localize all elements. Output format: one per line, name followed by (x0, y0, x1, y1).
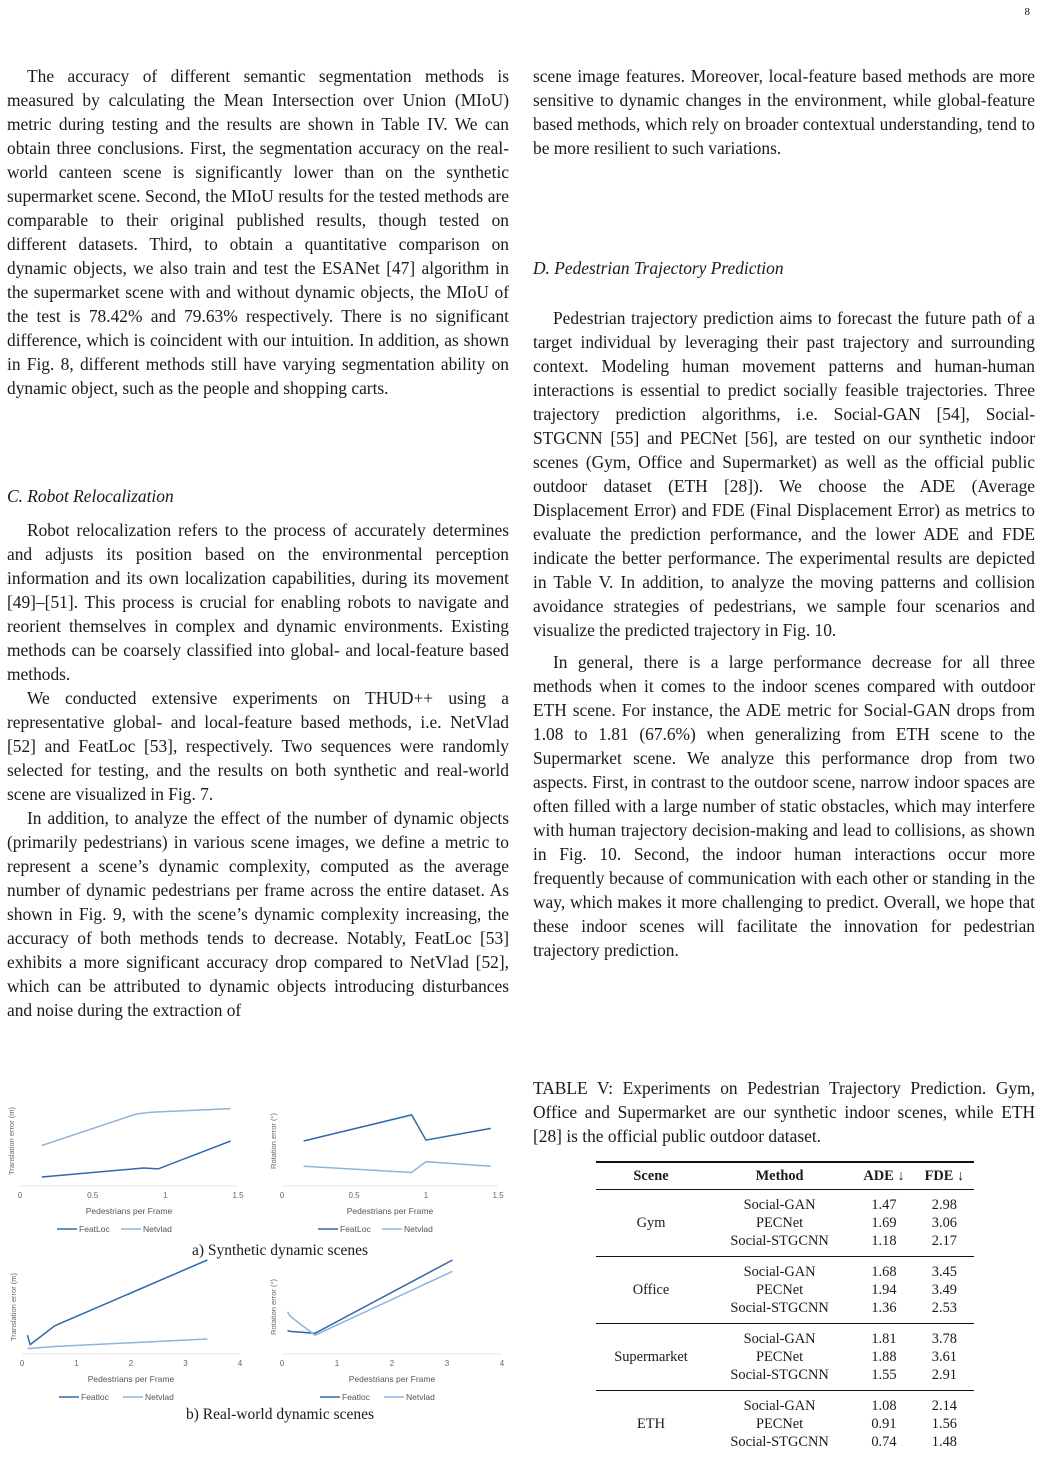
ade-cell: 1.36 (853, 1299, 915, 1324)
x-tick-label: 0.5 (348, 1191, 360, 1200)
ade-cell: 1.68 (853, 1257, 915, 1282)
x-tick-label: 1 (335, 1359, 340, 1368)
table-row (596, 1257, 974, 1282)
y-axis-label: Rotation error (°) (269, 1279, 278, 1335)
x-tick-label: 3 (183, 1359, 188, 1368)
results-table (596, 1161, 974, 1457)
section-d-heading: D. Pedestrian Trajectory Prediction (533, 258, 784, 279)
legend-label: Netvlad (406, 1392, 435, 1402)
series-line-featloc (304, 1115, 491, 1141)
fde-cell: 2.14 (915, 1391, 974, 1416)
x-tick-label: 0 (20, 1359, 25, 1368)
fde-cell: 3.49 (915, 1281, 974, 1299)
right-column (533, 64, 1035, 160)
series-line-netvlad (27, 1339, 207, 1348)
figure-caption-b: b) Real-world dynamic scenes (0, 1406, 560, 1424)
header-ade: ADE ↓ (853, 1162, 915, 1190)
x-tick-label: 1.5 (232, 1191, 244, 1200)
fde-cell: 1.56 (915, 1415, 974, 1433)
fde-cell: 3.06 (915, 1214, 974, 1232)
x-tick-label: 0 (280, 1191, 285, 1200)
legend-label: Netvlad (143, 1224, 172, 1234)
legend-label: Netvlad (145, 1392, 174, 1402)
fde-cell: 1.48 (915, 1433, 974, 1457)
left-column (7, 64, 509, 400)
method-cell: Social-GAN (706, 1190, 853, 1215)
x-tick-label: 0.5 (87, 1191, 99, 1200)
ade-cell: 1.81 (853, 1324, 915, 1349)
scene-cell: Supermarket (596, 1324, 706, 1391)
page-number: 8 (1025, 6, 1031, 18)
ade-cell: 0.91 (853, 1415, 915, 1433)
series-line-netvlad (42, 1109, 231, 1146)
paragraph: In addition, to analyze the effect of the number of dynamic objects (primarily pedestrians) in various scene images, we define a metric to represent a scene’s dynamic complexity, computed as the average number of dynamic pedestrians per frame across the entire dataset. As shown in Fig. 9, with the scene’s dynamic complexity increasing, the accuracy of both methods tends to decrease. Notably, FeatLoc [53] exhibits a more significant accuracy drop compared to NetVlad [52], which can be attributed to dynamic objects introducing disturbances and noise during the extraction of (7, 806, 509, 1022)
table-row (596, 1324, 974, 1349)
table-row (596, 1190, 974, 1215)
table-row (596, 1391, 974, 1416)
paragraph: scene image features. Moreover, local-feature based methods are more sensitive to dynamic changes in the environment, while global-feature based methods, which rely on broader contextual understanding, tend to be more resilient to such variations. (533, 64, 1035, 160)
fde-cell: 2.17 (915, 1232, 974, 1257)
ade-cell: 1.94 (853, 1281, 915, 1299)
x-tick-label: 1 (163, 1191, 168, 1200)
ade-cell: 1.88 (853, 1348, 915, 1366)
x-tick-label: 4 (238, 1359, 243, 1368)
ade-cell: 0.74 (853, 1433, 915, 1457)
paragraph: In general, there is a large performance decrease for all three methods when it comes to the indoor scenes compared with outdoor ETH scene. For instance, the ADE metric for Social-GAN drops from 1.08 to 1.81 (67.6%) when generalizing from ETH scene to the Supermarket scene. We analyze this performance drop from two aspects. First, in contrast to the outdoor scene, narrow indoor spaces are often filled with a large number of static obstacles, which may interfere with human trajectory decision-making and lead to collisions, as shown in Fig. 10. Second, the indoor human interactions occur more frequently because of communication with each other or standing in the way, which makes it more challenging to predict. Overall, we hope that these indoor scenes will facilitate the innovation for pedestrian trajectory prediction. (533, 650, 1035, 962)
x-axis-label: Pedestrians per Frame (349, 1374, 436, 1384)
right-column-lower (533, 306, 1035, 962)
fde-cell: 2.53 (915, 1299, 974, 1324)
x-axis-label: Pedestrians per Frame (88, 1374, 175, 1384)
ade-cell: 1.18 (853, 1232, 915, 1257)
method-cell: PECNet (706, 1348, 853, 1366)
x-tick-label: 3 (445, 1359, 450, 1368)
table-header-row (596, 1162, 974, 1190)
legend-label: FeatLoc (79, 1224, 110, 1234)
fde-cell: 2.98 (915, 1190, 974, 1215)
method-cell: Social-STGCNN (706, 1232, 853, 1257)
relocalization-figure (0, 1088, 520, 1433)
paragraph: Pedestrian trajectory prediction aims to forecast the future path of a target individual by leveraging their past trajectory and surrounding context. Modeling human movement patterns and human-human interactions is essential to predict socially feasible trajectories. Three trajectory prediction algorithms, i.e. Social-GAN [54], Social-STGCNN [55] and PECNet [56], are tested on our synthetic indoor scenes (Gym, Office and Supermarket) as well as the official public outdoor dataset (ETH [28]). We choose the ADE (Average Displacement Error) and FDE (Final Displacement Error) as metrics to evaluate the prediction performance, and the lower ADE and FDE indicate the better performance. The experimental results are depicted in Table V. In addition, to analyze the moving patterns and collision avoidance strategies of pedestrians, we sample four scenarios and visualize the predicted trajectory in Fig. 10. (533, 306, 1035, 642)
scene-cell: Office (596, 1257, 706, 1324)
header-scene: Scene (596, 1162, 706, 1190)
series-line-featloc (42, 1141, 231, 1177)
x-axis-label: Pedestrians per Frame (347, 1206, 434, 1216)
paragraph: We conducted extensive experiments on THUD++ using a representative global- and local-feature based methods, i.e. NetVlad [52] and FeatLoc [53], respectively. Two sequences were randomly selected for testing, and the results on both synthetic and real-world scene are visualized in Fig. 7. (7, 686, 509, 806)
method-cell: Social-STGCNN (706, 1433, 853, 1457)
method-cell: PECNet (706, 1281, 853, 1299)
y-axis-label: Rotation error (°) (269, 1113, 278, 1169)
method-cell: Social-GAN (706, 1391, 853, 1416)
x-tick-label: 0 (280, 1359, 285, 1368)
x-axis-label: Pedestrians per Frame (86, 1206, 173, 1216)
fde-cell: 2.91 (915, 1366, 974, 1391)
fde-cell: 3.61 (915, 1348, 974, 1366)
method-cell: Social-STGCNN (706, 1299, 853, 1324)
x-tick-label: 2 (390, 1359, 395, 1368)
scene-cell: ETH (596, 1391, 706, 1457)
series-line-featloc (27, 1260, 207, 1345)
left-column-lower (7, 518, 509, 1022)
ade-cell: 1.08 (853, 1391, 915, 1416)
method-cell: PECNet (706, 1415, 853, 1433)
method-cell: Social-GAN (706, 1324, 853, 1349)
series-line-netvlad (304, 1162, 491, 1173)
header-method: Method (706, 1162, 853, 1190)
fde-cell: 3.45 (915, 1257, 974, 1282)
x-tick-label: 2 (129, 1359, 134, 1368)
scene-cell: Gym (596, 1190, 706, 1257)
legend-label: FeatLoc (340, 1224, 371, 1234)
series-line-featloc (288, 1260, 453, 1333)
x-tick-label: 1 (424, 1191, 429, 1200)
x-tick-label: 4 (500, 1359, 505, 1368)
legend-label: Netvlad (404, 1224, 433, 1234)
x-tick-label: 0 (18, 1191, 23, 1200)
method-cell: PECNet (706, 1214, 853, 1232)
y-axis-label: Translation error (m) (9, 1272, 18, 1341)
x-tick-label: 1 (74, 1359, 79, 1368)
paragraph: The accuracy of different semantic segmentation methods is measured by calculating the Mean Intersection over Union (MIoU) metric during testing and the results are shown in Table IV. We can obtain three conclusions. First, the segmentation accuracy on the real-world canteen scene is significantly lower than on the synthetic supermarket scene. Second, the MIoU results for the tested methods are comparable to their original published results, though tested on different datasets. Third, to obtain a quantitative comparison on dynamic objects, we also train and test the ESANet [47] algorithm in the supermarket scene with and without dynamic objects, the MIoU of the test is 78.42% and 79.63% respectively. There is no significant difference, which is coincident with our intuition. In addition, as shown in Fig. 8, different methods still have varying segmentation ability on dynamic object, such as the people and shopping carts. (7, 64, 509, 400)
method-cell: Social-GAN (706, 1257, 853, 1282)
y-axis-label: Translation error (m) (7, 1106, 16, 1175)
x-tick-label: 1.5 (492, 1191, 504, 1200)
ade-cell: 1.69 (853, 1214, 915, 1232)
legend-label: Featloc (81, 1392, 110, 1402)
ade-cell: 1.55 (853, 1366, 915, 1391)
method-cell: Social-STGCNN (706, 1366, 853, 1391)
table-caption: TABLE V: Experiments on Pedestrian Trajectory Prediction. Gym, Office and Supermarket are our synthetic indoor scenes, while ETH [28] is the official public outdoor dataset. (533, 1076, 1035, 1148)
header-fde: FDE ↓ (915, 1162, 974, 1190)
paragraph: Robot relocalization refers to the process of accurately determines and adjusts its position based on the environmental perception information and its own localization capabilities, during its movement [49]–[51]. This process is crucial for enabling robots to navigate and reorient themselves in complex and dynamic environments. Existing methods can be coarsely classified into global- and local-feature based methods. (7, 518, 509, 686)
ade-cell: 1.47 (853, 1190, 915, 1215)
legend-label: Featloc (342, 1392, 371, 1402)
figure-caption-a: a) Synthetic dynamic scenes (0, 1242, 560, 1260)
section-c-heading: C. Robot Relocalization (7, 486, 174, 507)
fde-cell: 3.78 (915, 1324, 974, 1349)
